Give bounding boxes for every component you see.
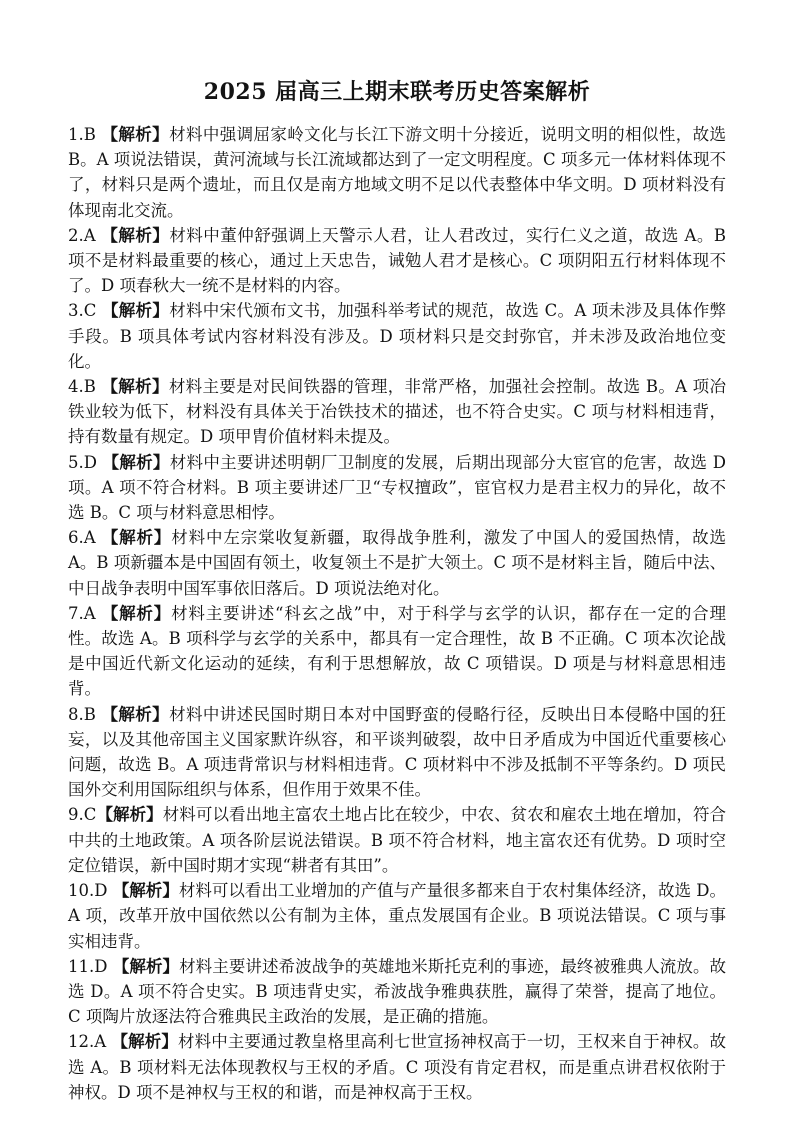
answer-item-10 xyxy=(68,878,726,954)
analysis-text: 材料中主要通过教皇格里高利七世宣扬神权高于一切，王权来自于神权。故选 A。B 项材料无法体现教权与王权的矛盾。C 项没有肯定君权，而是重点讲君权依附于神权。D 项不是神权与王权的和谐，而是神权高于王权。 xyxy=(68,1032,727,1102)
answer-number: 7.A xyxy=(68,603,102,623)
answer-number: 1.B xyxy=(68,125,102,144)
answer-list xyxy=(68,122,726,1105)
answer-item-9 xyxy=(68,802,726,878)
page-title: 2025 届高三上期末联考历史答案解析 xyxy=(203,79,591,105)
answer-item-4 xyxy=(68,374,726,450)
analysis-marker: 【解析】 xyxy=(101,125,170,144)
answer-number: 4.B xyxy=(68,377,102,397)
analysis-marker: 【解析】 xyxy=(101,225,170,245)
analysis-text: 材料主要讲述希波战争的英雄地米斯托克利的事迹，最终被雅典人流放。故选 D。A 项不符合史实。B 项违背史实，希波战争雅典获胜，赢得了荣誉，提高了地位。C 项陶片放逐法符合雅典民主政治的发展，是正确的措施。 xyxy=(68,956,727,1027)
analysis-marker: 【解析】 xyxy=(111,1032,178,1052)
analysis-text: 材料中宋代颁布文书，加强科举考试的规范，故选 C。A 项未涉及具体作弊手段。B 项具体考试内容材料没有涉及。D 项材料只是交封弥官，并未涉及政治地位变化。 xyxy=(68,301,727,371)
answer-number: 5.D xyxy=(68,452,103,472)
answer-item-11 xyxy=(68,954,726,1030)
answer-item-2 xyxy=(68,223,726,299)
answer-number: 3.C xyxy=(68,301,102,321)
answer-item-1 xyxy=(68,122,726,223)
answer-number: 6.A xyxy=(68,528,102,548)
answer-number: 10.D xyxy=(68,881,113,901)
analysis-text: 材料可以看出地主富农土地占比在较少，中农、贫农和雇农土地在增加，符合中共的土地政策。A 项各阶层说法错误。B 项不符合材料，地主富农还有优势。D 项时空定位错误，新中国时期才实现“耕者有其田”。 xyxy=(68,805,727,875)
analysis-text: 材料中讲述民国时期日本对中国野蛮的侵略行径，反映出日本侵略中国的狂妄，以及其他帝国主义国家默许纵容，和平谈判破裂，故中日矛盾成为中国近代重要核心问题，故选 B。A 项违背常识与材料相违背。C 项材料中不涉及抵制不平等条约。D 项民国外交利用国际组织与体系，但作用于效果不佳。 xyxy=(68,704,727,800)
analysis-marker: 【解析】 xyxy=(101,301,170,321)
answer-item-3 xyxy=(68,298,726,374)
analysis-text: 材料可以看出工业增加的产值与产量很多都来自于农村集体经济，故选 D。A 项，改革开放中国依然以公有制为主体，重点发展国有企业。B 项说法错误。C 项与事实相违背。 xyxy=(68,881,727,951)
analysis-marker: 【解析】 xyxy=(101,603,172,623)
analysis-marker: 【解析】 xyxy=(112,956,180,976)
analysis-marker: 【解析】 xyxy=(101,704,170,724)
answer-number: 11.D xyxy=(68,956,113,976)
answer-number: 12.A xyxy=(68,1032,112,1052)
analysis-marker: 【解析】 xyxy=(112,881,179,901)
analysis-text: 材料中董仲舒强调上天警示人君，让人君改过，实行仁义之道，故选 A。B 项不是材料最重要的核心，通过上天忠告，诫勉人君才是核心。C 项阴阳五行材料体现不了。D 项春秋大一统不是材料的内容。 xyxy=(68,225,727,296)
answer-item-6 xyxy=(68,525,726,601)
analysis-text: 材料中强调屈家岭文化与长江下游文明十分接近，说明文明的相似性，故选 B。A 项说法错误，黄河流域与长江流域都达到了一定文明程度。C 项多元一体材料体现不了，材料只是两个遗址，而且仅是南方地域文明不足以代表整体中华文明。D 项材料没有体现南北交流。 xyxy=(68,125,727,220)
analysis-text: 材料中左宗棠收复新疆，取得战争胜利，激发了中国人的爱国热情，故选 A。B 项新疆本是中国固有领土，收复领土不是扩大领土。C 项不是材料主旨，随后中法、中日战争表明中国军事依旧落后。D 项说法绝对化。 xyxy=(68,528,727,598)
analysis-text: 材料主要讲述“科玄之战”中，对于科学与玄学的认识，都存在一定的合理性。故选 A。B 项科学与玄学的关系中，都具有一定合理性，故 B 不正确。C 项本次论战是中国近代新文化运动的延续，有利于思想解放，故 C 项错误。D 项是与材料意思相违背。 xyxy=(68,603,727,699)
answer-number: 9.C xyxy=(68,805,97,825)
answer-item-5 xyxy=(68,450,726,526)
answer-item-7 xyxy=(68,601,726,702)
answer-number: 2.A xyxy=(68,225,102,245)
analysis-marker: 【解析】 xyxy=(101,377,169,397)
analysis-marker: 【解析】 xyxy=(102,452,170,472)
analysis-text: 材料中主要讲述明朝厂卫制度的发展，后期出现部分大宦官的危害，故选 D 项。A 项不符合材料。B 项主要讲述厂卫“专权擅政”，宦官权力是君主权力的异化，故不选 B。C 项与材料意思相悖。 xyxy=(68,452,727,523)
analysis-text: 材料主要是对民间铁器的管理，非常严格，加强社会控制。故选 B。A 项冶铁业较为低下，材料没有具体关于冶铁技术的描述，也不符合史实。C 项与材料相违背，持有数量有规定。D 项甲胄价值材料未提及。 xyxy=(68,377,726,447)
analysis-marker: 【解析】 xyxy=(101,528,172,548)
analysis-marker: 【解析】 xyxy=(96,805,163,825)
answer-item-12 xyxy=(68,1029,726,1105)
answer-number: 8.B xyxy=(68,704,102,724)
answer-item-8 xyxy=(68,702,726,803)
